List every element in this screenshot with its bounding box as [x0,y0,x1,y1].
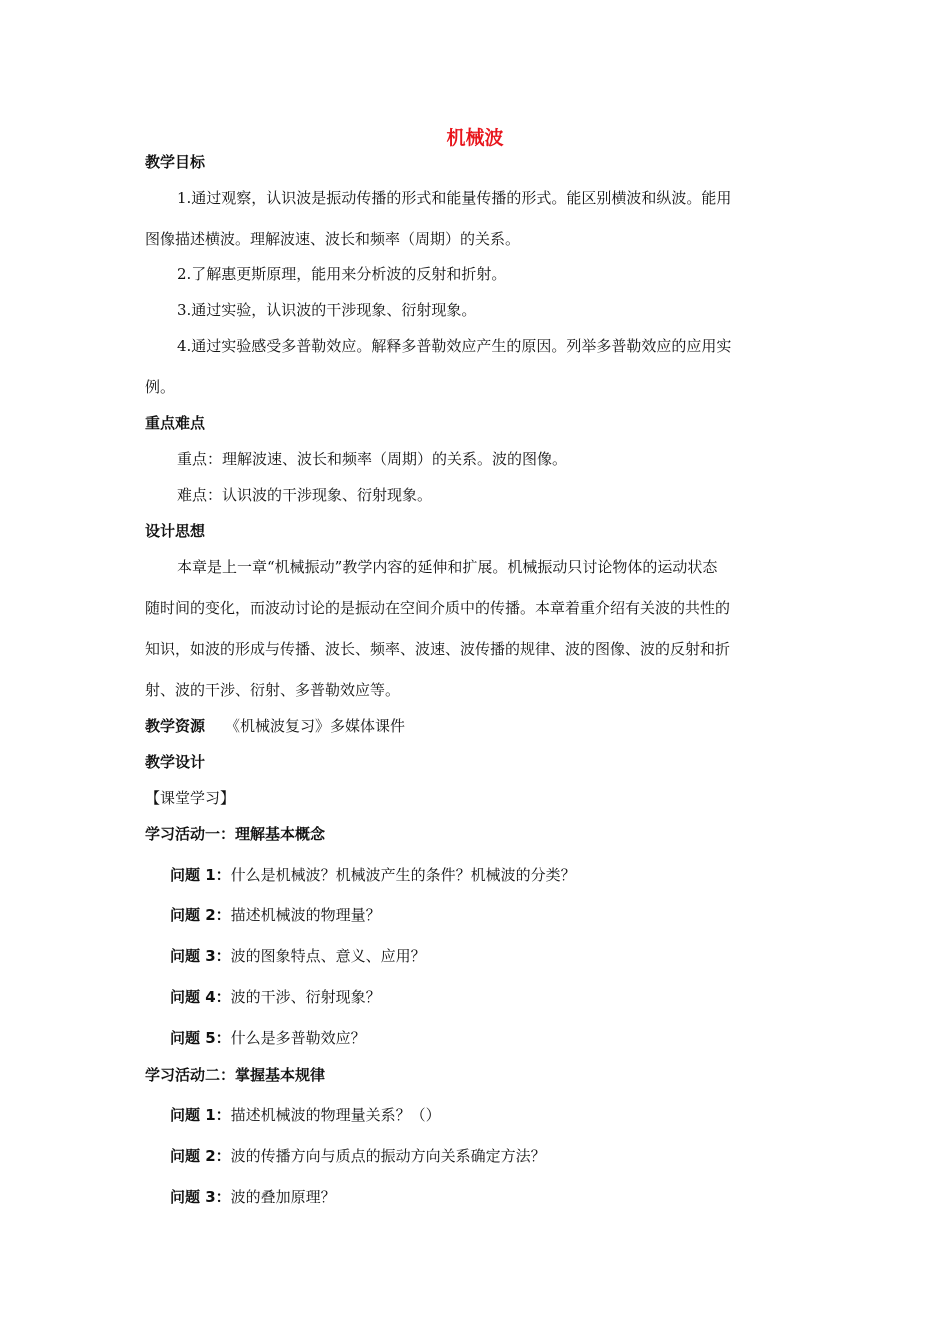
objective-line-1: 1.通过观察，认识波是振动传播的形式和能量传播的形式。能区别横波和纵波。能用 [177,189,732,207]
key-points-heading: 重点难点 [145,414,206,432]
activity1-question-4: 问题 4：波的干涉、衍射现象？ [170,988,381,1006]
activity1-question-2: 问题 2：描述机械波的物理量？ [170,906,381,924]
design-line-4: 射、波的干涉、衍射、多普勒效应等。 [145,681,401,699]
resources-row [145,716,805,736]
activity2-heading: 学习活动二：掌握基本规律 [145,1066,326,1084]
resources-text: 《机械波复习》多媒体课件 [225,717,406,735]
design-heading: 设计思想 [145,522,206,540]
activity1-heading: 学习活动一：理解基本概念 [145,825,326,843]
difficult-point: 难点：认识波的干涉现象、衍射现象。 [177,486,433,504]
design-line-2: 随时间的变化，而波动讨论的是振动在空间介质中的传播。本章着重介绍有关波的共性的 [145,599,731,617]
document-title: 机械波 [446,127,504,149]
objective-line-2: 图像描述横波。理解波速、波长和频率（周期）的关系。 [145,230,521,248]
objectives-heading: 教学目标 [145,153,206,171]
design-line-3: 知识，如波的形成与传播、波长、频率、波速、波传播的规律、波的图像、波的反射和折 [145,640,731,658]
activity1-question-1: 问题 1：什么是机械波？机械波产生的条件？机械波的分类？ [170,866,576,884]
resources-heading: 教学资源 [145,717,206,735]
objective-line-4: 3.通过实验，认识波的干涉现象、衍射现象。 [177,301,477,319]
key-point: 重点：理解波速、波长和频率（周期）的关系。波的图像。 [177,450,568,468]
activity1-question-5: 问题 5：什么是多普勒效应？ [170,1029,366,1047]
classroom-label: 【课堂学习】 [145,789,236,807]
objective-line-5: 4.通过实验感受多普勒效应。解释多普勒效应产生的原因。列举多普勒效应的应用实 [177,337,732,355]
activity2-question-2: 问题 2：波的传播方向与质点的振动方向关系确定方法？ [170,1147,546,1165]
objective-line-3: 2.了解惠更斯原理，能用来分析波的反射和折射。 [177,265,507,283]
activity1-question-3: 问题 3：波的图象特点、意义、应用？ [170,947,426,965]
activity2-question-3: 问题 3：波的叠加原理？ [170,1188,336,1206]
teaching-design-heading: 教学设计 [145,753,206,771]
objective-line-6: 例。 [145,378,176,396]
activity2-question-1: 问题 1：描述机械波的物理量关系？（） [170,1106,441,1124]
design-line-1: 本章是上一章“机械振动”教学内容的延伸和扩展。机械振动只讨论物体的运动状态 [177,558,718,576]
